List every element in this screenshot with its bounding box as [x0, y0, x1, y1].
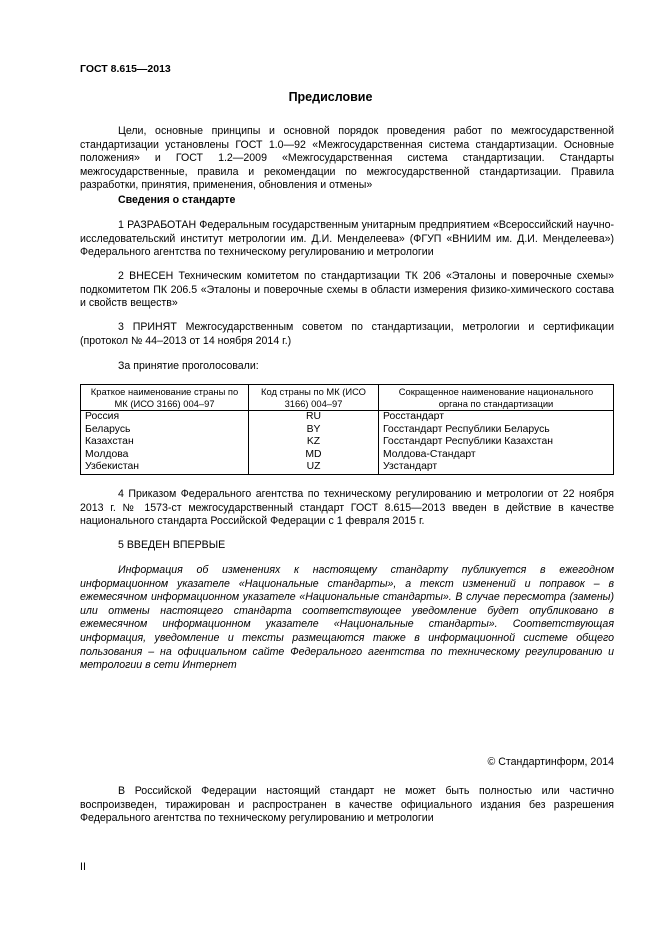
- table-header-row: [81, 385, 614, 411]
- body-cell: Узстандарт: [379, 461, 614, 474]
- info-paragraph: Информация об изменениях к настоящему стандарту публикуется в ежегодном информационном указателе «Национальные стандарты», а текст изменений и поправок – в ежемесячном информационном указателе «Национальные стандарты». В случае пересмотра (замены) или отмены настоящего стандарта соответствующее уведомление будет опубликовано в ежемесячном информационном указателе «Национальные стандарты». Соответствующая информация, уведомление и тексты размещаются также в информационной системе общего пользования – на официальном сайте Федерального агентства по техническому регулированию и метрологии в сети Интернет: [80, 564, 614, 672]
- code-cell: BY: [249, 424, 379, 437]
- intro-paragraph: Цели, основные принципы и основной порядок проведения работ по межгосударственной стандартизации установлены ГОСТ 1.0—92 «Межгосударственная система стандартизации. Основные положения» и ГОСТ 1.2—2009 «Межгосударственная система стандартизации. Стандарты межгосударственные, правила и рекомендации по межгосударственной стандартизации. Правила разработки, принятия, применения, обновления и отмены»: [80, 125, 614, 192]
- header-country: Краткое наименование страны по МК (ИСО 3166) 004–97: [81, 385, 249, 411]
- item-5-text: 5 ВВЕДЕН ВПЕРВЫЕ: [118, 539, 226, 551]
- item-1-paragraph: 1 РАЗРАБОТАН Федеральным государственным унитарным предприятием «Всероссийский научно-исследовательский институт метрологии им. Д.И. Менделеева» (ФГУП «ВНИИМ им. Д.И. Менделеева») Федерального агентства по техническому регулированию и метрологии: [80, 219, 614, 259]
- countries-table: [80, 384, 614, 475]
- copyright: © Стандартинформ, 2014: [487, 756, 614, 768]
- page-number: II: [80, 861, 86, 873]
- country-cell: Молдова: [81, 449, 249, 462]
- body-cell: Госстандарт Республики Казахстан: [379, 436, 614, 449]
- table-row: [81, 449, 614, 462]
- item-4-paragraph: 4 Приказом Федерального агентства по техническому регулированию и метрологии от 22 ноября 2013 г. № 1573-ст межгосударственный стандарт ГОСТ 8.615—2013 введен в действие в качестве национального стандарта Российской Федерации с 1 февраля 2015 г.: [80, 488, 614, 528]
- header-body: Сокращенное наименование национального органа по стандартизации: [379, 385, 614, 411]
- country-cell: Казахстан: [81, 436, 249, 449]
- notice-paragraph: В Российской Федерации настоящий стандарт не может быть полностью или частично воспроизведен, тиражирован и распространен в качестве официального издания без разрешения Федерального агентства по техническому регулированию и метрологии: [80, 785, 614, 825]
- document-id: ГОСТ 8.615—2013: [80, 63, 171, 75]
- code-cell: KZ: [249, 436, 379, 449]
- table-row: [81, 411, 614, 424]
- table-row: [81, 461, 614, 474]
- body-cell: Молдова-Стандарт: [379, 449, 614, 462]
- table-row: [81, 436, 614, 449]
- body-cell: Госстандарт Республики Беларусь: [379, 424, 614, 437]
- code-cell: RU: [249, 411, 379, 424]
- code-cell: UZ: [249, 461, 379, 474]
- country-cell: Беларусь: [81, 424, 249, 437]
- header-code: Код страны по МК (ИСО 3166) 004–97: [249, 385, 379, 411]
- section-heading: Сведения о стандарте: [118, 194, 236, 206]
- body-cell: Росстандарт: [379, 411, 614, 424]
- table-row: [81, 424, 614, 437]
- page-title: Предисловие: [288, 90, 373, 104]
- item-2-paragraph: 2 ВНЕСЕН Техническим комитетом по стандартизации ТК 206 «Эталоны и поверочные схемы» подкомитетом ПК 206.5 «Эталоны и поверочные схемы в области измерения физико-химического состава и свойств веществ»: [80, 270, 614, 310]
- country-cell: Узбекистан: [81, 461, 249, 474]
- code-cell: MD: [249, 449, 379, 462]
- country-cell: Россия: [81, 411, 249, 424]
- item-3-paragraph: 3 ПРИНЯТ Межгосударственным советом по стандартизации, метрологии и сертификации (протокол № 44–2013 от 14 ноября 2014 г.): [80, 321, 614, 347]
- voted-label: За принятие проголосовали:: [118, 360, 259, 372]
